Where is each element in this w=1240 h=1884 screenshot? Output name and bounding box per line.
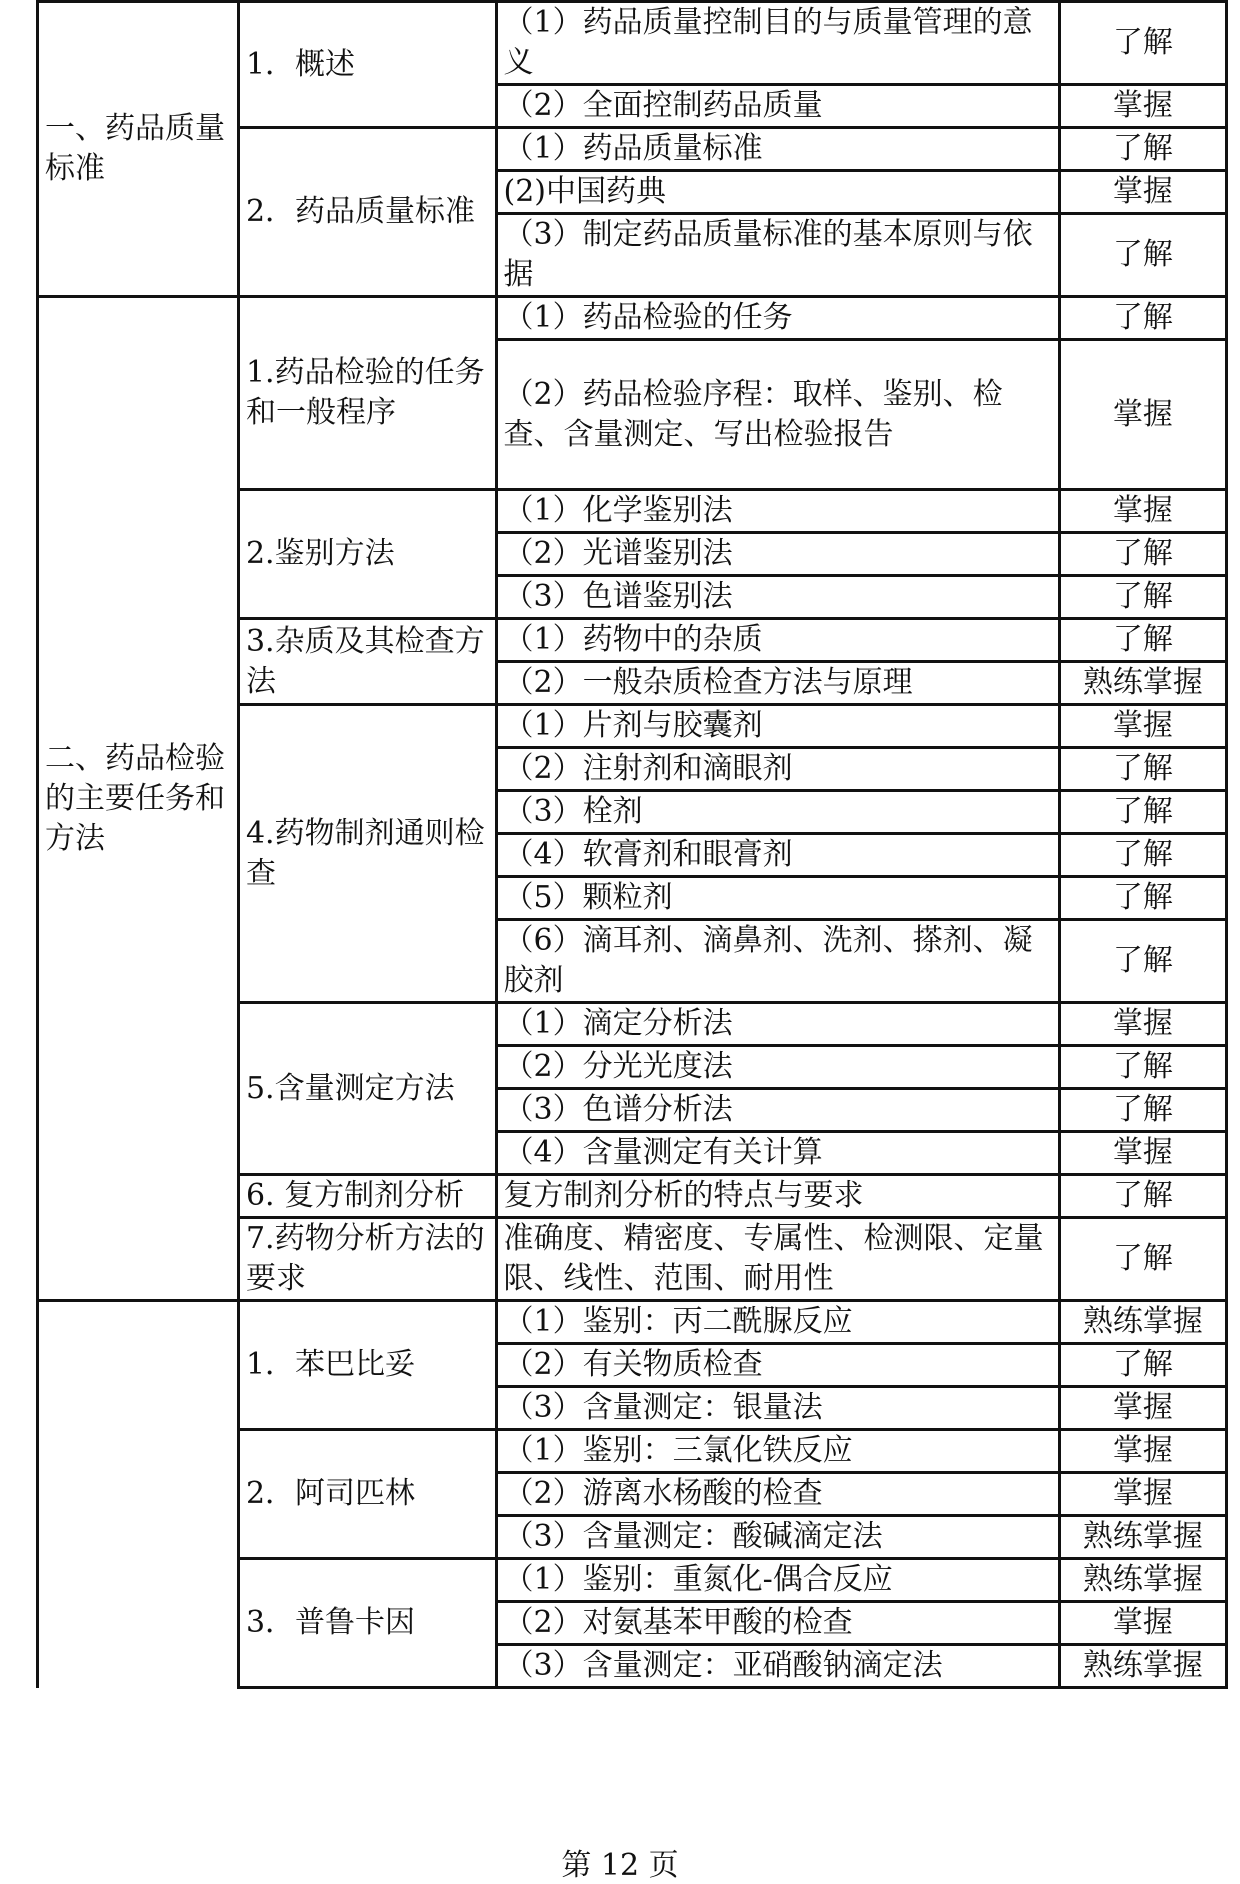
topic-cell: 3．普鲁卡因 [238, 1559, 496, 1688]
content-cell: 准确度、精密度、专属性、检测限、定量限、线性、范围、耐用性 [496, 1218, 1059, 1301]
requirement-cell: 了解 [1059, 748, 1226, 791]
content-cell: （1）药物中的杂质 [496, 619, 1059, 662]
requirement-cell: 了解 [1059, 1089, 1226, 1132]
requirement-cell: 了解 [1059, 1344, 1226, 1387]
requirement-cell: 了解 [1059, 1175, 1226, 1218]
requirement-cell: 掌握 [1059, 1132, 1226, 1175]
content-cell: （3）含量测定：亚硝酸钠滴定法 [496, 1645, 1059, 1688]
content-cell: （1）鉴别：重氮化-偶合反应 [496, 1559, 1059, 1602]
requirement-cell: 掌握 [1059, 85, 1226, 128]
content-cell: （1）鉴别：丙二酰脲反应 [496, 1301, 1059, 1344]
requirement-cell: 熟练掌握 [1059, 1301, 1226, 1344]
content-cell: （2）一般杂质检查方法与原理 [496, 662, 1059, 705]
content-cell: （4）含量测定有关计算 [496, 1132, 1059, 1175]
content-cell: （1）片剂与胶囊剂 [496, 705, 1059, 748]
content-cell: （2）分光光度法 [496, 1046, 1059, 1089]
content-cell: （2）光谱鉴别法 [496, 533, 1059, 576]
content-cell: （2）游离水杨酸的检查 [496, 1473, 1059, 1516]
requirement-cell: 熟练掌握 [1059, 1516, 1226, 1559]
topic-cell: 2．阿司匹林 [238, 1430, 496, 1559]
requirement-cell: 了解 [1059, 877, 1226, 920]
content-cell: （3）制定药品质量标准的基本原则与依据 [496, 214, 1059, 297]
requirement-cell: 熟练掌握 [1059, 1559, 1226, 1602]
requirement-cell: 掌握 [1059, 490, 1226, 533]
table-row [38, 2, 1227, 85]
requirement-cell: 了解 [1059, 297, 1226, 340]
topic-cell: 7.药物分析方法的要求 [238, 1218, 496, 1301]
content-cell: (2)中国药典 [496, 171, 1059, 214]
content-cell: （3）含量测定：酸碱滴定法 [496, 1516, 1059, 1559]
requirement-cell: 掌握 [1059, 340, 1226, 490]
content-cell: （4）软膏剂和眼膏剂 [496, 834, 1059, 877]
content-cell: （3）栓剂 [496, 791, 1059, 834]
content-cell: （3）含量测定：银量法 [496, 1387, 1059, 1430]
content-cell: （1）鉴别：三氯化铁反应 [496, 1430, 1059, 1473]
requirement-cell: 了解 [1059, 791, 1226, 834]
requirement-cell: 掌握 [1059, 1473, 1226, 1516]
requirement-cell: 了解 [1059, 576, 1226, 619]
topic-cell: 4.药物制剂通则检查 [238, 705, 496, 1003]
content-cell: （2）药品检验序程：取样、鉴别、检查、含量测定、写出检验报告 [496, 340, 1059, 490]
content-cell: （1）药品检验的任务 [496, 297, 1059, 340]
table-row [38, 1301, 1227, 1344]
requirement-cell: 了解 [1059, 214, 1226, 297]
content-cell: （1）药品质量控制目的与质量管理的意义 [496, 2, 1059, 85]
content-cell: （2）有关物质检查 [496, 1344, 1059, 1387]
content-cell: （5）颗粒剂 [496, 877, 1059, 920]
requirement-cell: 了解 [1059, 1218, 1226, 1301]
content-cell: （1）滴定分析法 [496, 1003, 1059, 1046]
requirement-cell: 了解 [1059, 533, 1226, 576]
content-cell: （2）对氨基苯甲酸的检查 [496, 1602, 1059, 1645]
requirement-cell: 熟练掌握 [1059, 662, 1226, 705]
requirement-cell: 了解 [1059, 834, 1226, 877]
content-cell: （3）色谱分析法 [496, 1089, 1059, 1132]
requirement-cell: 了解 [1059, 619, 1226, 662]
topic-cell: 1．苯巴比妥 [238, 1301, 496, 1430]
syllabus-table [36, 0, 1228, 1689]
topic-cell: 3.杂质及其检查方法 [238, 619, 496, 705]
requirement-cell: 掌握 [1059, 171, 1226, 214]
table-row [38, 297, 1227, 340]
requirement-cell: 掌握 [1059, 1430, 1226, 1473]
requirement-cell: 掌握 [1059, 1003, 1226, 1046]
content-cell: 复方制剂分析的特点与要求 [496, 1175, 1059, 1218]
page-footer: 第 12 页 [561, 1848, 679, 1883]
requirement-cell: 了解 [1059, 920, 1226, 1003]
content-cell: （1）化学鉴别法 [496, 490, 1059, 533]
content-cell: （3）色谱鉴别法 [496, 576, 1059, 619]
content-cell: （6）滴耳剂、滴鼻剂、洗剂、搽剂、凝胶剂 [496, 920, 1059, 1003]
topic-cell: 6. 复方制剂分析 [238, 1175, 496, 1218]
topic-cell: 5.含量测定方法 [238, 1003, 496, 1175]
requirement-cell: 掌握 [1059, 1602, 1226, 1645]
requirement-cell: 了解 [1059, 128, 1226, 171]
unit-cell: 二、药品检验的主要任务和方法 [38, 297, 239, 1301]
content-cell: （1）药品质量标准 [496, 128, 1059, 171]
topic-cell: 1.药品检验的任务和一般程序 [238, 297, 496, 490]
unit-cell [38, 1301, 239, 1688]
topic-cell: 2．药品质量标准 [238, 128, 496, 297]
topic-cell: 1．概述 [238, 2, 496, 128]
topic-cell: 2.鉴别方法 [238, 490, 496, 619]
content-cell: （2）注射剂和滴眼剂 [496, 748, 1059, 791]
content-cell: （2）全面控制药品质量 [496, 85, 1059, 128]
requirement-cell: 了解 [1059, 1046, 1226, 1089]
requirement-cell: 熟练掌握 [1059, 1645, 1226, 1688]
requirement-cell: 掌握 [1059, 705, 1226, 748]
unit-cell: 一、药品质量标准 [38, 2, 239, 297]
requirement-cell: 掌握 [1059, 1387, 1226, 1430]
requirement-cell: 了解 [1059, 2, 1226, 85]
